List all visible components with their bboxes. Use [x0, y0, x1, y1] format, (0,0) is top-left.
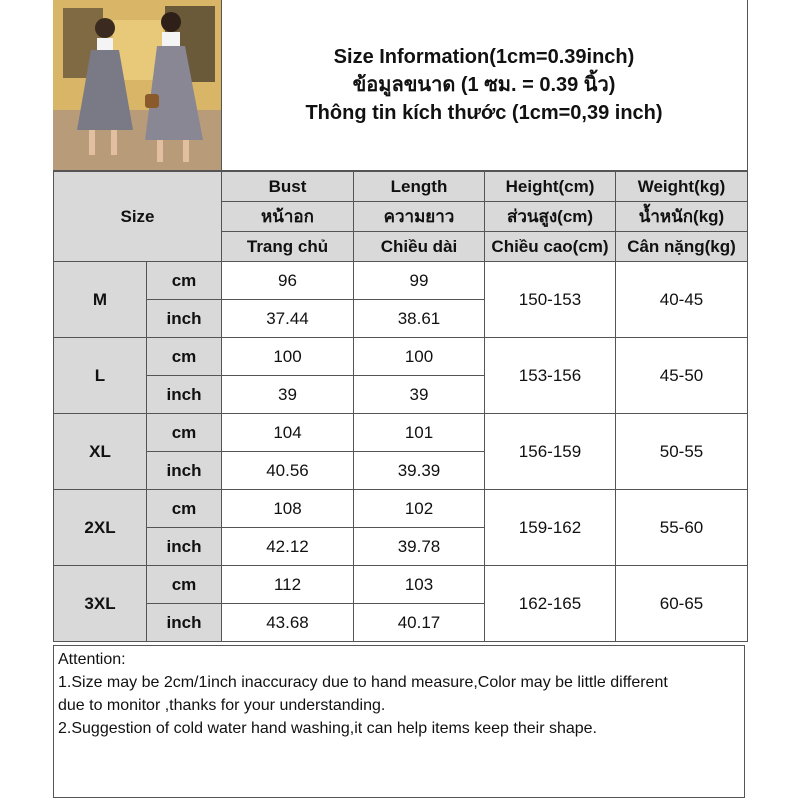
attention-line: 1.Size may be 2cm/1inch inaccuracy due to hand measure,Color may be little different — [58, 674, 668, 691]
weight-value: 50-55 — [616, 414, 748, 490]
bust-inch-value: 42.12 — [222, 528, 354, 566]
bust-cm-value: 100 — [222, 338, 354, 376]
length-cm-value: 101 — [354, 414, 485, 452]
col-weight-vi: Cân nặng(kg) — [616, 232, 748, 262]
bust-cm-value: 108 — [222, 490, 354, 528]
height-value: 159-162 — [485, 490, 616, 566]
col-length-th: ความยาว — [354, 202, 485, 232]
size-label: M — [54, 262, 147, 338]
length-cm-value: 100 — [354, 338, 485, 376]
unit-inch: inch — [147, 604, 222, 642]
title-thai: ข้อมูลขนาด (1 ซม. = 0.39 นิ้ว) — [352, 74, 616, 96]
table-row — [54, 338, 748, 376]
length-inch-value: 40.17 — [354, 604, 485, 642]
length-inch-value: 39.78 — [354, 528, 485, 566]
height-value: 162-165 — [485, 566, 616, 642]
unit-inch: inch — [147, 300, 222, 338]
weight-value: 60-65 — [616, 566, 748, 642]
col-weight-th: น้ำหนัก(kg) — [616, 202, 748, 232]
size-label: 3XL — [54, 566, 147, 642]
height-value: 153-156 — [485, 338, 616, 414]
unit-cm: cm — [147, 490, 222, 528]
unit-cm: cm — [147, 338, 222, 376]
size-label: L — [54, 338, 147, 414]
bust-cm-value: 112 — [222, 566, 354, 604]
unit-cm: cm — [147, 566, 222, 604]
length-cm-value: 99 — [354, 262, 485, 300]
height-value: 150-153 — [485, 262, 616, 338]
height-value: 156-159 — [485, 414, 616, 490]
table-row — [54, 414, 748, 452]
weight-value: 55-60 — [616, 490, 748, 566]
bust-inch-value: 37.44 — [222, 300, 354, 338]
attention-line: 2.Suggestion of cold water hand washing,it can help items keep their shape. — [58, 720, 597, 737]
length-inch-value: 39 — [354, 376, 485, 414]
col-length-en: Length — [354, 172, 485, 202]
table-row — [54, 490, 748, 528]
bust-inch-value: 43.68 — [222, 604, 354, 642]
length-cm-value: 103 — [354, 566, 485, 604]
weight-value: 40-45 — [616, 262, 748, 338]
col-length-vi: Chiều dài — [354, 232, 485, 262]
col-height-vi: Chiều cao(cm) — [485, 232, 616, 262]
table-row — [54, 566, 748, 604]
unit-inch: inch — [147, 528, 222, 566]
unit-cm: cm — [147, 414, 222, 452]
bust-cm-value: 104 — [222, 414, 354, 452]
table-row — [54, 262, 748, 300]
col-bust-th: หน้าอก — [222, 202, 354, 232]
attention-heading: Attention: — [58, 651, 126, 668]
col-weight-en: Weight(kg) — [616, 172, 748, 202]
col-bust-vi: Trang chủ — [222, 232, 354, 262]
size-header: Size — [54, 172, 222, 262]
size-table — [53, 171, 748, 642]
attention-notes — [53, 645, 745, 798]
col-bust-en: Bust — [222, 172, 354, 202]
unit-cm: cm — [147, 262, 222, 300]
length-inch-value: 39.39 — [354, 452, 485, 490]
col-height-th: ส่วนสูง(cm) — [485, 202, 616, 232]
unit-inch: inch — [147, 376, 222, 414]
product-photo — [53, 0, 222, 171]
length-inch-value: 38.61 — [354, 300, 485, 338]
bust-inch-value: 40.56 — [222, 452, 354, 490]
size-label: XL — [54, 414, 147, 490]
bust-inch-value: 39 — [222, 376, 354, 414]
weight-value: 45-50 — [616, 338, 748, 414]
title-vietnamese: Thông tin kích thước (1cm=0,39 inch) — [305, 102, 663, 124]
title-box — [221, 0, 748, 171]
bust-cm-value: 96 — [222, 262, 354, 300]
title-english: Size Information(1cm=0.39inch) — [333, 46, 635, 68]
length-cm-value: 102 — [354, 490, 485, 528]
col-height-en: Height(cm) — [485, 172, 616, 202]
unit-inch: inch — [147, 452, 222, 490]
size-label: 2XL — [54, 490, 147, 566]
attention-line: due to monitor ,thanks for your understanding. — [58, 697, 386, 714]
